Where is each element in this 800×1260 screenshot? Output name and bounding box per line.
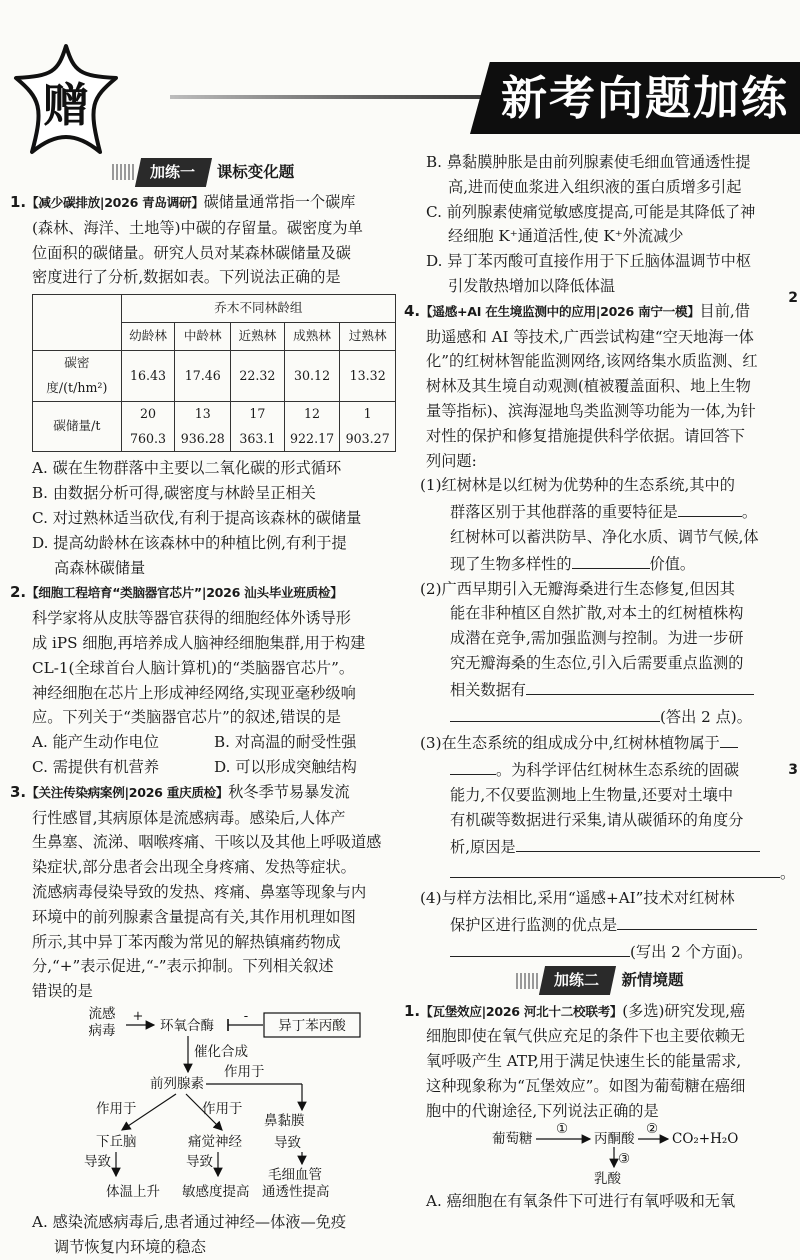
question-source: 【细胞工程培育“类脑器官芯片”|2026 汕头毕业班质检】 [26, 585, 343, 601]
left-column [10, 156, 396, 1260]
subquestion-1-line: 现了生物多样性的 价值。 [404, 550, 796, 577]
question-source: 【瓦堡效应|2026 河北十二校联考】 [420, 1003, 623, 1019]
step-3-label: ③ [618, 1151, 631, 1168]
table-row [33, 401, 396, 452]
right-column [404, 150, 796, 1214]
label-lead-3: 导致 [274, 1134, 301, 1151]
table-col-header: 过熟林 [340, 323, 396, 351]
option-d: D. 异丁苯丙酸可直接作用于下丘脑体温调节中枢 [426, 252, 752, 271]
metabolism-diagram [404, 1123, 796, 1189]
question-text: 环境中的前列腺素含量提高有关,其作用机理如图 [32, 907, 356, 926]
answer-blank[interactable] [572, 550, 650, 569]
node-capillary: 毛细血管 [268, 1166, 322, 1183]
node-sensitivity: 敏感度提高 [182, 1183, 250, 1200]
edge-mark: 3 [788, 762, 798, 778]
question-text: 列问题: [426, 451, 477, 470]
option-c-cont: 经细胞 K⁺通道活性,使 K⁺外流减少 [448, 227, 684, 246]
question-number: 2. [10, 583, 27, 602]
question-text: 分,“+”表示促进,“-”表示抑制。下列相关叙述 [32, 957, 334, 976]
answer-blank[interactable] [516, 833, 760, 852]
page-title: 新考向题加练 [501, 71, 789, 125]
label-acts-3: 作用于 [202, 1100, 243, 1117]
answer-blank[interactable] [450, 859, 780, 878]
section-lead-mark [516, 973, 538, 989]
answer-blank[interactable] [678, 498, 742, 517]
node-glucose: 葡萄糖 [492, 1131, 533, 1148]
label-catalyze: 催化合成 [194, 1043, 248, 1060]
subquestion-2-line: 究无瓣海桑的生态位,引入后需要重点监测的 [450, 653, 744, 672]
plus-sign: + [132, 1008, 144, 1024]
section-header-1 [10, 158, 396, 186]
label-lead-1: 导致 [84, 1153, 111, 1170]
question-text: 对性的保护和修复措施提供科学依据。请回答下 [426, 426, 745, 445]
question-text: 这种现象称为“瓦堡效应”。如图为葡萄糖在癌细 [426, 1076, 746, 1095]
node-virus-2: 病毒 [88, 1022, 116, 1039]
subquestion-1-line: 群落区别于其他群落的重要特征是 。 [404, 498, 796, 525]
subquestion-2-line: 相关数据有 [404, 676, 796, 703]
section-lead-mark [112, 164, 134, 180]
option-b: B. 对高温的耐受性强 [214, 733, 357, 752]
node-pyruvate: 丙酮酸 [594, 1131, 635, 1148]
question-text: 行性感冒,其病原体是流感病毒。感染后,人体产 [32, 808, 346, 827]
subquestion-1-line: 红树林可以蓄洪防旱、净化水质、调节气候,体 [450, 527, 759, 546]
question-1 [10, 190, 396, 580]
node-temp-rise: 体温上升 [106, 1183, 160, 1200]
label-acts: 作用于 [224, 1063, 265, 1080]
table-cell: 30.12 [284, 351, 340, 402]
table-cell: 1 903.27 [340, 401, 396, 452]
table-cell: 17.46 [175, 351, 231, 402]
section-tag: 加练二 [539, 966, 616, 995]
table-col-header: 近熟林 [231, 323, 285, 351]
subquestion-4-line: 保护区进行监测的优点是 [404, 911, 796, 938]
edge-mark: 2 [788, 290, 798, 306]
subquestion-4-line: (写出 2 个方面)。 [404, 938, 796, 965]
node-virus: 流感 [88, 1005, 116, 1022]
question-text: 细胞即使在氧气供应充足的条件下也主要依赖无 [426, 1027, 745, 1046]
answer-blank[interactable] [526, 676, 754, 695]
subquestion-3-line: 。为科学评估红树林生态系统的固碳 [404, 756, 796, 783]
option-d-cont: 引发散热增加以降低体温 [448, 276, 616, 295]
question-text: 胞中的代谢途径,下列说法正确的是 [426, 1101, 659, 1120]
node-pg: 前列腺素 [150, 1075, 204, 1092]
question-text: 目前,借 [699, 301, 750, 320]
section-header-2 [404, 967, 796, 995]
subquestion-2-line: (答出 2 点)。 [404, 703, 796, 730]
table-row-label: 碳储量/t [33, 401, 122, 452]
table-corner [33, 295, 122, 351]
subquestion-1: (1)红树林是以红树为优势种的生态系统,其中的 [420, 476, 735, 495]
minus-sign: - [243, 1008, 249, 1024]
table-row-label: 碳密度/(t/hm²) [33, 351, 122, 402]
question-source: 【关注传染病案例|2026 重庆质检】 [26, 784, 229, 800]
section-title: 课标变化题 [216, 162, 295, 181]
gift-star-badge [8, 42, 124, 160]
answer-blank[interactable] [450, 703, 660, 722]
label-lead-2: 导致 [186, 1153, 213, 1170]
subquestion-2-line: 能在非种植区自然扩散,对本土的红树植株构 [450, 604, 744, 623]
question-number: 4. [404, 301, 421, 320]
option-c: C. 前列腺素使痛觉敏感度提高,可能是其降低了神 [426, 202, 756, 221]
option-c: C. 对过熟林适当砍伐,有利于提高该森林的碳储量 [32, 508, 362, 527]
question-text: 位面积的碳储量。研究人员对某森林碳储量及碳 [32, 243, 351, 262]
question-text: 流感病毒侵染导致的发热、疼痛、鼻塞等现象与内 [32, 882, 367, 901]
question-text: 化”的红树林智能监测网络,该网络集水质监测、红 [426, 352, 758, 371]
question-text: 成 iPS 细胞,再培养成人脑神经细胞集群,用于构建 [32, 633, 366, 652]
answer-blank[interactable] [450, 938, 630, 957]
data-table [32, 294, 396, 452]
question-text: CL-1(全球首台人脑计算机)的“类脑器官芯片”。 [32, 658, 355, 677]
question-text: 量等指标)、滨海湿地鸟类监测等功能为一体,为针 [426, 401, 756, 420]
option-d: D. 可以形成突触结构 [214, 757, 357, 776]
node-products: CO₂+H₂O [672, 1131, 739, 1148]
table-col-header: 幼龄林 [121, 323, 175, 351]
node-drug: 异丁苯丙酸 [278, 1017, 346, 1034]
question-number: 1. [10, 193, 27, 211]
table-col-header: 中龄林 [175, 323, 231, 351]
table-cell: 13 936.28 [175, 401, 231, 452]
answer-blank[interactable] [720, 729, 738, 748]
star-label: 赠 [43, 78, 89, 132]
option-d-cont: 高森林碳储量 [54, 558, 146, 577]
table-cell: 22.32 [231, 351, 285, 402]
subquestion-3-line: 能力,不仅要监测地上生物量,还要对土壤中 [450, 785, 734, 804]
option-b: B. 由数据分析可得,碳密度与林龄呈正相关 [32, 484, 316, 503]
option-a-cont: 调节恢复内环境的稳态 [54, 1237, 206, 1256]
subquestion-3-line: 。 [404, 859, 796, 886]
option-a: A. 碳在生物群落中主要以二氧化碳的形式循环 [32, 459, 342, 478]
option-d: D. 提高幼龄林在该森林中的种植比例,有利于提 [32, 533, 347, 552]
question-text: 氧呼吸产生 ATP,用于满足快速生长的能量需求, [426, 1052, 742, 1071]
subquestion-2: (2)广西早期引入无瓣海桑进行生态修复,但因其 [420, 579, 735, 598]
option-b: B. 鼻黏膜肿胀是由前列腺素使毛细血管通透性提 [426, 153, 751, 171]
node-permeability: 通透性提高 [262, 1183, 330, 1200]
question-5 [404, 999, 796, 1215]
node-enzyme: 环氧合酶 [160, 1017, 214, 1034]
options-row [10, 730, 396, 755]
question-text: 错误的是 [32, 982, 93, 1001]
question-text: 神经细胞在芯片上形成神经网络,实现亚毫秒级响 [32, 683, 356, 702]
node-nose: 鼻黏膜 [264, 1112, 305, 1129]
option-c: C. 需提供有机营养 [32, 757, 160, 776]
question-2 [10, 580, 396, 779]
option-a: A. 感染流感病毒后,患者通过神经—体液—免疫 [32, 1212, 347, 1231]
question-source: 【遥感+AI 在生境监测中的应用|2026 南宁一模】 [420, 303, 700, 319]
question-3 [10, 780, 396, 1260]
subquestion-4: (4)与样方法相比,采用“遥感+AI”技术对红树林 [420, 889, 735, 908]
subquestion-3-line: 有机碳等数据进行采集,请从碳循环的角度分 [450, 810, 744, 829]
mechanism-diagram [10, 1004, 396, 1210]
step-1-label: ① [556, 1123, 569, 1138]
table-group-header: 乔木不同林龄组 [121, 295, 395, 323]
label-acts-2: 作用于 [96, 1100, 137, 1117]
question-4 [404, 299, 796, 965]
subquestion-2-line: 成潜在竞争,需加强监测与控制。为进一步研 [450, 629, 744, 648]
table-cell: 16.43 [121, 351, 175, 402]
section-title: 新情境题 [621, 971, 684, 990]
option-b-cont: 高,进而使血浆进入组织液的蛋白质增多引起 [448, 177, 742, 196]
option-a: A. 癌细胞在有氧条件下可进行有氧呼吸和无氧 [426, 1192, 736, 1211]
section-tag: 加练一 [135, 158, 212, 187]
question-text: 密度进行了分析,数据如表。下列说法正确的是 [32, 268, 341, 287]
table-col-header: 成熟林 [284, 323, 340, 351]
question-text: 秋冬季节易暴发流 [228, 782, 350, 801]
node-lactate: 乳酸 [594, 1171, 621, 1188]
question-text: 树林及其生境自动观测(植被覆盖面积、地上生物 [426, 377, 751, 396]
subquestion-3: (3)在生态系统的组成成分中,红树林植物属于 [404, 729, 796, 756]
question-text: (多选)研究发现,癌 [622, 1001, 746, 1020]
table-cell: 20 760.3 [121, 401, 175, 452]
question-text: 生鼻塞、流涕、咽喉疼痛、干咳以及其他上呼吸道感 [32, 833, 382, 852]
node-pain-nerve: 痛觉神经 [188, 1133, 242, 1150]
answer-blank[interactable] [450, 756, 496, 775]
question-number: 1. [404, 1001, 421, 1020]
step-2-label: ② [646, 1123, 659, 1138]
question-text: 应。下列关于“类脑器官芯片”的叙述,错误的是 [32, 708, 341, 727]
question-text: 科学家将从皮肤等器官获得的细胞经体外诱导形 [32, 609, 351, 628]
question-number: 3. [10, 782, 27, 801]
question-source: 【减少碳排放|2026 青岛调研】 [26, 195, 204, 210]
subquestion-3-line: 析,原因是 [404, 833, 796, 860]
table-cell: 17 363.1 [231, 401, 285, 452]
question-text: 所示,其中异丁苯丙酸为常见的解热镇痛药物成 [32, 932, 341, 951]
table-cell: 12 922.17 [284, 401, 340, 452]
option-a: A. 能产生动作电位 [32, 733, 159, 752]
question-text: 助遥感和 AI 等技术,广西尝试构建“空天地海一体 [426, 327, 754, 346]
table-row [33, 351, 396, 402]
node-hypothalamus: 下丘脑 [96, 1133, 137, 1150]
options-row [10, 755, 396, 780]
question-text: 染症状,部分患者会出现全身疼痛、发热等症状。 [32, 858, 356, 877]
answer-blank[interactable] [617, 911, 757, 930]
question-text: (森林、海洋、土地等)中碳的存留量。碳密度为单 [32, 218, 363, 237]
question-text: 碳储量通常指一个碳库 [203, 193, 356, 211]
table-cell: 13.32 [340, 351, 396, 402]
